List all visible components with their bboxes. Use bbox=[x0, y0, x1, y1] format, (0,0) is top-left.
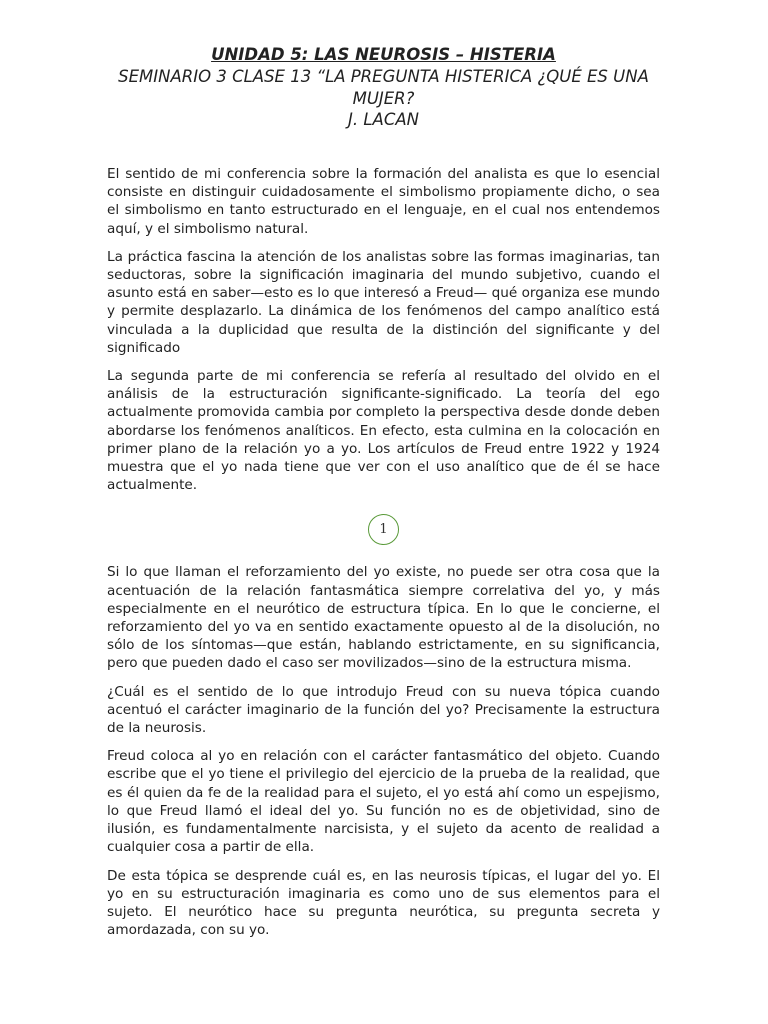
section-marker bbox=[107, 514, 660, 545]
document-header bbox=[107, 44, 660, 130]
document-title: UNIDAD 5: LAS NEUROSIS – HISTERIA bbox=[211, 45, 556, 64]
paragraph: Si lo que llaman el reforzamiento del yo existe, no puede ser otra cosa que la acentuación de la relación fantasmática siempre correlativa del yo, y más especialmente en el neurótico de estructura típica. En lo que le concierne, el reforzamiento del yo va en sentido exactamente opuesto al de la disolución, no sólo de los síntomas—que están, hablando estrictamente, en su significancia, pero que pueden dado el caso ser movilizados—sino de la estructura misma. bbox=[107, 564, 660, 672]
body-section-intro bbox=[107, 165, 660, 494]
section-number-badge: 1 bbox=[368, 514, 399, 545]
paragraph: La segunda parte de mi conferencia se refería al resultado del olvido en el análisis de la estructuración significante-significado. La teoría del ego actualmente promovida cambia por completo la perspectiva desde donde deben abordarse los fenómenos analíticos. En efecto, esta culmina en la colocación en primer plano de la relación yo a yo. Los artículos de Freud entre 1922 y 1924 muestra que el yo nada tiene que ver con el uso analítico que de él se hace actualmente. bbox=[107, 368, 660, 494]
document-author: J. LACAN bbox=[348, 110, 419, 129]
paragraph: ¿Cuál es el sentido de lo que introdujo Freud con su nueva tópica cuando acentuó el carácter imaginario de la función del yo? Precisamente la estructura de la neurosis. bbox=[107, 683, 660, 737]
paragraph: La práctica fascina la atención de los analistas sobre las formas imaginarias, tan seductoras, sobre la significación imaginaria del mundo subjetivo, cuando el asunto está en saber—esto es lo que interesó a Freud— qué organiza ese mundo y permite desplazarlo. La dinámica de los fenómenos del campo analítico está vinculada a la duplicidad que resulta de la distinción del significante y del significado bbox=[107, 248, 660, 356]
paragraph: El sentido de mi conferencia sobre la formación del analista es que lo esencial consiste en distinguir cuidadosamente el simbolismo propiamente dicho, o sea el simbolismo en tanto estructurado en el lenguaje, en el cual nos entendemos aquí, y el simbolismo natural. bbox=[107, 166, 660, 237]
paragraph: De esta tópica se desprende cuál es, en las neurosis típicas, el lugar del yo. El yo en su estructuración imaginaria es como uno de sus elementos para el sujeto. El neurótico hace su pregunta neurótica, su pregunta secreta y amordazada, con su yo. bbox=[107, 867, 660, 939]
paragraph: Freud coloca al yo en relación con el carácter fantasmático del objeto. Cuando escribe que el yo tiene el privilegio del ejercicio de la prueba de la realidad, que es él quien da fe de la realidad para el sujeto, el yo está ahí como un espejismo, lo que Freud llamó el ideal del yo. Su función no es de objetividad, sino de ilusión, es fundamentalmente narcisista, y el sujeto da acento de realidad a cualquier cosa a partir de ella. bbox=[107, 748, 660, 856]
body-section-1 bbox=[107, 563, 660, 939]
document-subtitle: SEMINARIO 3 CLASE 13 “LA PREGUNTA HISTERICA ¿QUÉ ES UNA MUJER? bbox=[118, 67, 649, 108]
